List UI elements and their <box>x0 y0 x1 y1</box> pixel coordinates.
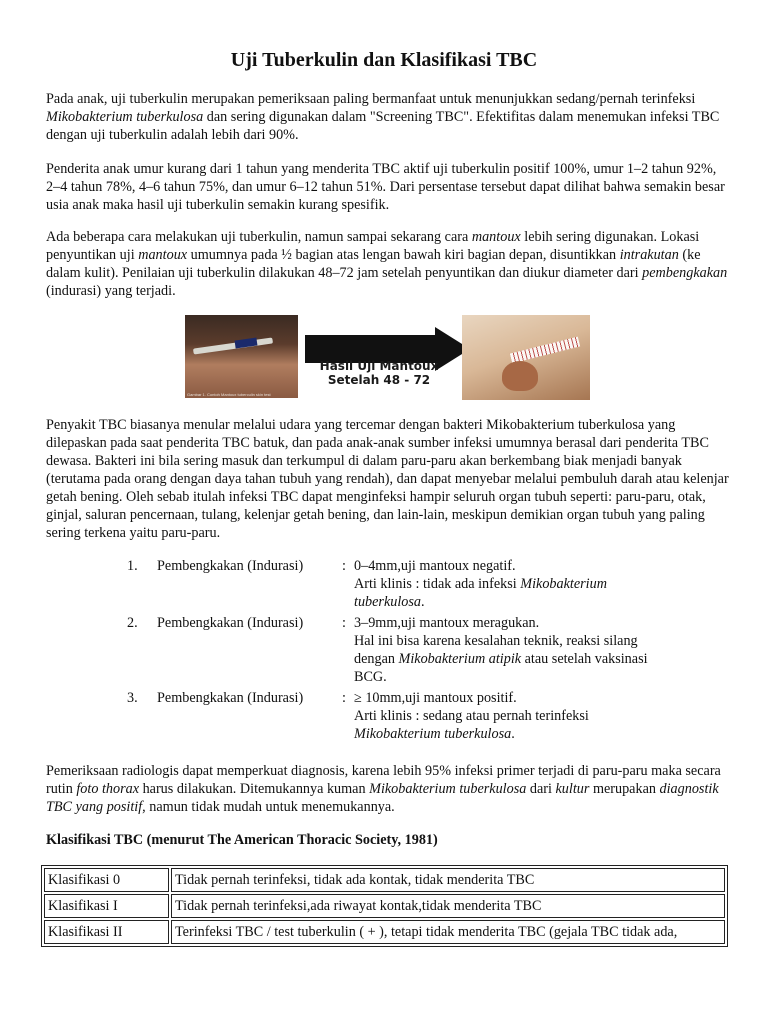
list-detail <box>354 707 654 743</box>
figure-label-line1: Hasil Uji Mantoux <box>319 359 439 373</box>
list-result: 0–4mm,uji mantoux negatif. <box>354 558 516 574</box>
text-run: . <box>421 594 425 610</box>
text-run: (ke dalam kulit). Penilaian uji tuberkulin dilakukan 48–72 jam setelah penyuntikan dan diukur diameter dari <box>46 247 701 281</box>
table-cell-description: Tidak pernah terinfeksi, tidak ada kontak, tidak menderita TBC <box>171 868 725 892</box>
table-row <box>44 894 725 918</box>
list-description <box>354 614 654 686</box>
list-result: ≥ 10mm,uji mantoux positif. <box>354 690 517 706</box>
italic-term: intrakutan <box>619 247 679 263</box>
list-colon: : <box>342 558 346 574</box>
text-run: Ada beberapa cara melakukan uji tuberkulin, namun sampai sekarang cara <box>46 229 472 245</box>
list-colon: : <box>342 615 346 631</box>
italic-term: Mikobakterium atipik <box>398 651 522 667</box>
page-title: Uji Tuberkulin dan Klasifikasi TBC <box>230 49 538 71</box>
list-term: Pembengkakan (Indurasi) <box>157 690 304 706</box>
italic-term: foto thorax <box>76 781 140 797</box>
paragraph-intro <box>46 90 730 144</box>
text-run: umumnya pada ½ bagian atas lengan bawah kiri bagian depan, disuntikkan <box>187 247 620 263</box>
table-cell-class: Klasifikasi II <box>44 920 169 944</box>
list-detail <box>354 575 654 611</box>
table-cell-description: Terinfeksi TBC / test tuberkulin ( + ), tetapi tidak menderita TBC (gejala TBC tidak ada, <box>171 920 725 944</box>
text-run: , namun tidak mudah untuk menemukannya. <box>142 799 395 815</box>
table-cell-class: Klasifikasi I <box>44 894 169 918</box>
paragraph-statistics: Penderita anak umur kurang dari 1 tahun yang menderita TBC aktif uji tuberkulin positif 100%, umur 1–2 tahun 92%, 2–4 tahun 78%, 4–6 tahun 75%, dan umur 6–12 tahun 51%. Dari persentase tersebut dapat dilihat bahwa semakin besar usia anak maka hasil uji tuberkulin semakin kurang spesifik. <box>46 161 725 213</box>
italic-term: mantoux <box>138 247 188 263</box>
table-row <box>44 868 725 892</box>
figure-label <box>305 359 453 387</box>
list-colon: : <box>342 690 346 706</box>
list-result: 3–9mm,uji mantoux meragukan. <box>354 615 540 631</box>
text-run: . <box>511 726 515 742</box>
classification-table <box>41 865 728 947</box>
list-term: Pembengkakan (Indurasi) <box>157 615 304 631</box>
list-number: 2. <box>127 615 138 631</box>
text-run: Pada anak, uji tuberkulin merupakan pemeriksaan paling bermanfaat untuk menunjukkan sedang/pernah terinfeksi <box>46 91 696 107</box>
list-detail <box>354 632 654 686</box>
text-run: merupakan <box>589 781 660 797</box>
paragraph-radiology <box>46 762 730 816</box>
paragraph-mantoux <box>46 228 730 300</box>
italic-term: kultur <box>555 781 590 797</box>
italic-term: Mikobakterium tuberkulosa <box>46 109 204 125</box>
photo-caption: Gambar 1. Contoh Mantoux tuberculin skin test <box>187 392 271 397</box>
text-run: lebih sering digunakan. Lokasi penyuntikan uji <box>46 229 700 263</box>
list-term: Pembengkakan (Indurasi) <box>157 558 304 574</box>
text-run: Hal ini bisa karena kesalahan teknik, reaksi silang dengan <box>354 633 638 667</box>
table-row <box>44 920 725 944</box>
list-number: 3. <box>127 690 138 706</box>
thumb-shape <box>502 361 538 391</box>
syringe-cap-shape <box>235 338 258 349</box>
table-cell-description: Tidak pernah terinfeksi,ada riwayat kontak,tidak menderita TBC <box>171 894 725 918</box>
text-run: dan sering digunakan dalam "Screening TBC". Efektifitas dalam menemukan infeksi TBC dengan uji tuberkulin adalah lebih dari 90%. <box>46 109 720 143</box>
paragraph-transmission: Penyakit TBC biasanya menular melalui udara yang tercemar dengan bakteri Mikobakterium tuberkulosa yang dilepaskan pada saat penderita TBC batuk, dan pada anak-anak sumber infeksi umumnya berasal dari penderita TBC dewasa. Bakteri ini bila sering masuk dan terkumpul di dalam paru-paru akan berkembang biak menjadi banyak (terutama pada orang dengan daya tahan tubuh yang rendah), dan dapat menyebar melalui pembuluh darah atau kelenjar getah bening. Oleh sebab itulah infeksi TBC dapat menginfeksi hampir seluruh organ tubuh seperti: paru-paru, otak, ginjal, saluran pencernaan, tulang, kelenjar getah bening, dan lain-lain, meskipun demikian organ tubuh yang paling sering terkena yaitu paru-paru. <box>46 417 729 541</box>
italic-term: Mikobakterium tuberkulosa <box>369 781 527 797</box>
text-run: dari <box>526 781 556 797</box>
text-run: Arti klinis : tidak ada infeksi <box>354 576 521 592</box>
text-run: Arti klinis : sedang atau pernah terinfeksi <box>354 708 589 724</box>
section-heading-classification: Klasifikasi TBC (menurut The American Thoracic Society, 1981) <box>46 832 438 848</box>
measurement-photo <box>462 315 590 400</box>
ruler-shape <box>510 337 580 364</box>
text-run: (indurasi) yang terjadi. <box>46 283 176 299</box>
text-run: atau setelah vaksinasi BCG. <box>354 651 648 685</box>
list-description <box>354 689 654 743</box>
text-run: Pemeriksaan radiologis dapat memperkuat diagnosis, karena lebih 95% infeksi primer terjadi di paru-paru maka secara rutin <box>46 763 721 797</box>
syringe-shape <box>193 337 273 354</box>
text-run: harus dilakukan. Ditemukannya kuman <box>139 781 370 797</box>
italic-term: diagnostik TBC yang positif <box>46 781 719 815</box>
table-cell-class: Klasifikasi 0 <box>44 868 169 892</box>
italic-term: pembengkakan <box>642 265 728 281</box>
injection-photo <box>185 315 298 398</box>
list-number: 1. <box>127 558 138 574</box>
figure-label-line2: Setelah 48 - 72 <box>327 373 431 387</box>
mantoux-test-figure <box>185 315 590 400</box>
list-description <box>354 557 654 611</box>
italic-term: Mikobakterium tuberkulosa <box>354 576 607 610</box>
italic-term: Mikobakterium tuberkulosa <box>354 726 512 742</box>
italic-term: mantoux <box>471 229 521 245</box>
